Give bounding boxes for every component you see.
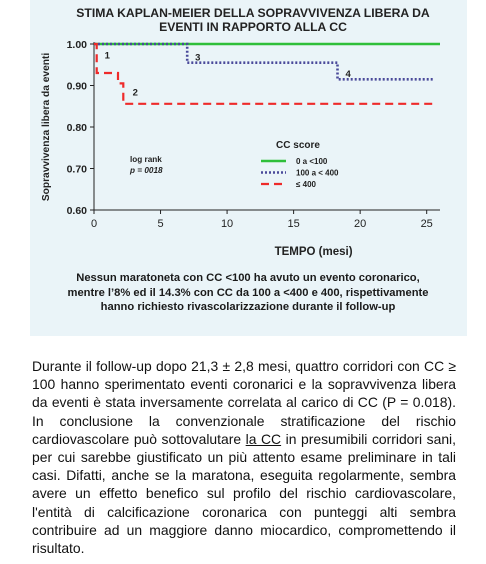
y-axis-label: Sopravvivenza libera da eventi <box>41 52 52 202</box>
chart-title-line: STIMA KAPLAN-MEIER DELLA SOPRAVVIVENZA LIBERA DA <box>76 6 430 20</box>
caption-line: mentre l’8% ed il 14.3% con CC da 100 a <400 e 400, rispettivamente <box>67 286 429 299</box>
curve-number-label: 1 <box>104 50 110 62</box>
body-text-part: Durante il follow-up dopo 21,3 ± 2,8 mesi, quattro corridori con CC ≥ 100 hanno sperimentato eventi coronarici e la sopravvivenza libera da eventi è stata inversamente correlata al carico di CC (P = 0.018). In conclusione la convenzionale stratificazione del rischio cardiovascolare può sottovalutare <box>32 358 456 447</box>
y-tick-label: 0.90 <box>66 80 87 93</box>
figure-panel <box>30 0 467 336</box>
kaplan-meier-chart <box>30 0 467 270</box>
stats-label: log rank <box>130 155 162 164</box>
caption-line: hanno richiesto rivascolarizzazione durante il follow-up <box>100 301 396 313</box>
body-text-underlined: la CC <box>245 430 282 447</box>
legend-label: 100 a < 400 <box>296 168 339 178</box>
y-tick-label: 0.70 <box>66 163 87 176</box>
x-tick-label: 25 <box>420 218 433 230</box>
x-tick-label: 0 <box>90 218 98 230</box>
y-tick-label: 1.00 <box>66 39 87 51</box>
series-line <box>94 44 433 104</box>
x-axis-label: TEMPO (mesi) <box>274 246 353 258</box>
y-tick-label: 0.60 <box>66 205 87 217</box>
x-tick-label: 5 <box>157 218 164 230</box>
legend-title: CC score <box>276 140 320 151</box>
body-text-part: in presumibili corridori sani, per cui sarebbe giustificato un più attento esame preliminare in tali casi. Difatti, anche se la maratona, eseguita regolarmente, sembra avere un effetto benefico sul profilo del rischio cardiovascolare, l'entità di calcificazione coronarica con punteggi alti sembra contribuire ad un maggiore danno miocardico, compromettendo il risultato. <box>32 430 457 557</box>
curve-number-label: 2 <box>132 87 138 99</box>
legend-label: ≤ 400 <box>296 180 316 189</box>
x-tick-label: 15 <box>287 218 300 230</box>
figure-caption <box>38 271 458 315</box>
x-tick-label: 20 <box>354 218 367 230</box>
curve-number-label: 4 <box>345 69 351 81</box>
y-tick-label: 0.80 <box>66 122 87 134</box>
x-tick-label: 10 <box>220 218 234 230</box>
curve-number-label: 3 <box>195 52 201 64</box>
legend-label: 0 a <100 <box>296 157 328 166</box>
body-paragraph <box>32 357 456 557</box>
chart-title-line: EVENTI IN RAPPORTO ALLA CC <box>159 20 347 34</box>
stats-label: p = 0018 <box>130 166 163 175</box>
series-line <box>94 44 433 79</box>
caption-line: Nessun maratoneta con CC <100 ha avuto un evento coronarico, <box>76 272 420 284</box>
